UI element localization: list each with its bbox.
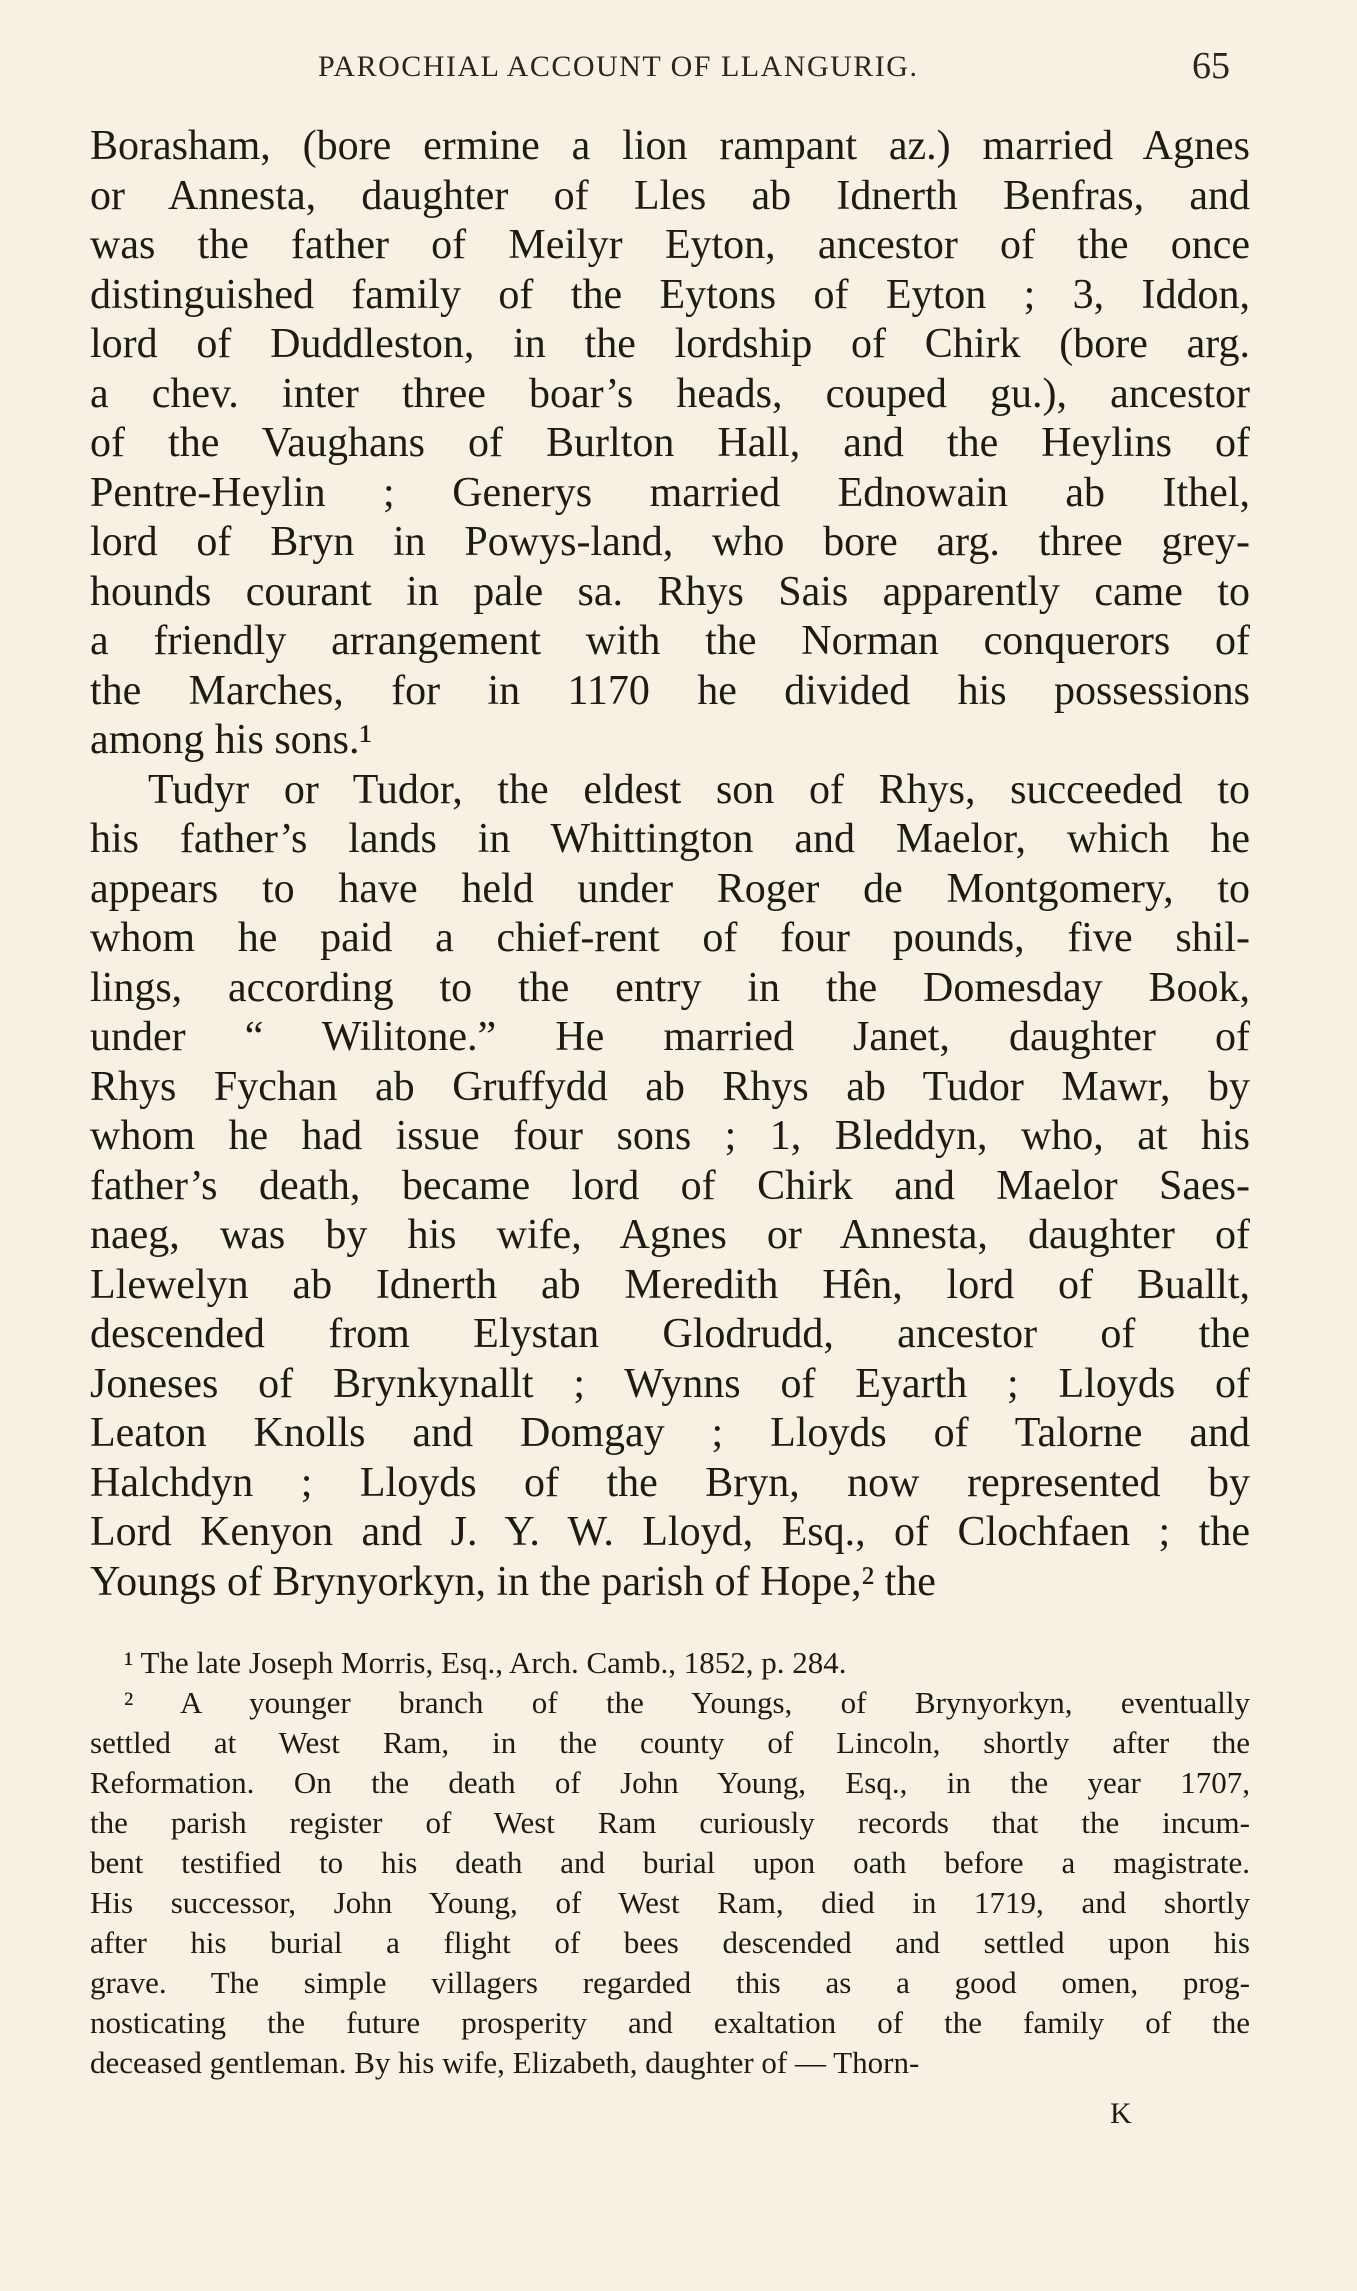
- footnotes: [90, 1643, 1250, 2083]
- footnote-line: after his burial a flight of bees descended and settled upon his: [90, 1925, 1250, 1960]
- text-line: father’s death, became lord of Chirk and Maelor Saes-: [90, 1162, 1250, 1209]
- text-line: Joneses of Brynkynallt ; Wynns of Eyarth ; Lloyds of: [90, 1360, 1250, 1407]
- footnote-line: settled at West Ram, in the county of Lincoln, shortly after the: [90, 1725, 1250, 1760]
- page-number: 65: [1192, 45, 1230, 87]
- text-line: Leaton Knolls and Domgay ; Lloyds of Talorne and: [90, 1410, 1250, 1456]
- running-head: [0, 45, 1357, 100]
- text-line: Tudyr or Tudor, the eldest son of Rhys, succeeded to: [148, 766, 1250, 813]
- text-line: Borasham, (bore ermine a lion rampant az.) married Agnes: [90, 123, 1250, 169]
- text-line: under “ Wilitone.” He married Janet, daughter of: [90, 1014, 1250, 1060]
- text-line: appears to have held under Roger de Montgomery, to: [90, 865, 1250, 912]
- running-title: PAROCHIAL ACCOUNT OF LLANGURIG.: [318, 50, 919, 83]
- text-line: whom he paid a chief-rent of four pounds, five shil-: [90, 915, 1250, 961]
- text-line: the Marches, for in 1170 he divided his possessions: [90, 667, 1250, 714]
- text-line: among his sons.¹: [90, 717, 373, 763]
- text-line: Pentre-Heylin ; Generys married Ednowain ab Ithel,: [90, 469, 1250, 516]
- text-line: a friendly arrangement with the Norman conquerors of: [90, 618, 1250, 664]
- footnote-line: His successor, John Young, of West Ram, died in 1719, and shortly: [90, 1885, 1250, 1920]
- text-line: hounds courant in pale sa. Rhys Sais apparently came to: [90, 568, 1250, 615]
- text-line: whom he had issue four sons ; 1, Bleddyn, who, at his: [90, 1113, 1250, 1159]
- footnote-2: ² A younger branch of the Youngs, of Brynyorkyn, eventually: [124, 1685, 1250, 1720]
- text-line: distinguished family of the Eytons of Eyton ; 3, Iddon,: [90, 271, 1250, 318]
- text-line: lings, according to the entry in the Domesday Book,: [90, 964, 1250, 1011]
- text-line: lord of Bryn in Powys-land, who bore arg. three grey-: [90, 519, 1250, 565]
- text-line: naeg, was by his wife, Agnes or Annesta, daughter of: [90, 1212, 1250, 1258]
- text-line: lord of Duddleston, in the lordship of Chirk (bore arg.: [90, 321, 1250, 367]
- text-line: Halchdyn ; Lloyds of the Bryn, now represented by: [90, 1459, 1250, 1506]
- footnote-1: ¹ The late Joseph Morris, Esq., Arch. Camb., 1852, p. 284.: [124, 1645, 847, 1680]
- text-line: Youngs of Brynyorkyn, in the parish of Hope,² the: [90, 1558, 936, 1605]
- text-line: his father’s lands in Whittington and Maelor, which he: [90, 816, 1250, 862]
- footnote-line: deceased gentleman. By his wife, Elizabeth, daughter of — Thorn-: [90, 2045, 920, 2080]
- footnote-line: bent testified to his death and burial upon oath before a magistrate.: [90, 1845, 1250, 1880]
- footnote-line: nosticating the future prosperity and exaltation of the family of the: [90, 2005, 1250, 2040]
- footnote-line: grave. The simple villagers regarded this as a good omen, prog-: [90, 1965, 1250, 2000]
- text-line: Llewelyn ab Idnerth ab Meredith Hên, lord of Buallt,: [90, 1261, 1250, 1308]
- text-line: Rhys Fychan ab Gruffydd ab Rhys ab Tudor Mawr, by: [90, 1063, 1250, 1110]
- text-line: of the Vaughans of Burlton Hall, and the Heylins of: [90, 420, 1250, 466]
- text-line: or Annesta, daughter of Lles ab Idnerth Benfras, and: [90, 172, 1250, 219]
- text-line: was the father of Meilyr Eyton, ancestor of the once: [90, 222, 1250, 268]
- signature-mark: K: [1110, 2097, 1132, 2130]
- footnote-line: the parish register of West Ram curiously records that the incum-: [90, 1805, 1250, 1840]
- footnote-line: Reformation. On the death of John Young, Esq., in the year 1707,: [90, 1765, 1250, 1800]
- body-text: [90, 122, 1250, 1607]
- text-line: descended from Elystan Glodrudd, ancestor of the: [90, 1311, 1250, 1357]
- text-line: a chev. inter three boar’s heads, couped gu.), ancestor: [90, 370, 1250, 417]
- text-line: Lord Kenyon and J. Y. W. Lloyd, Esq., of Clochfaen ; the: [90, 1509, 1250, 1555]
